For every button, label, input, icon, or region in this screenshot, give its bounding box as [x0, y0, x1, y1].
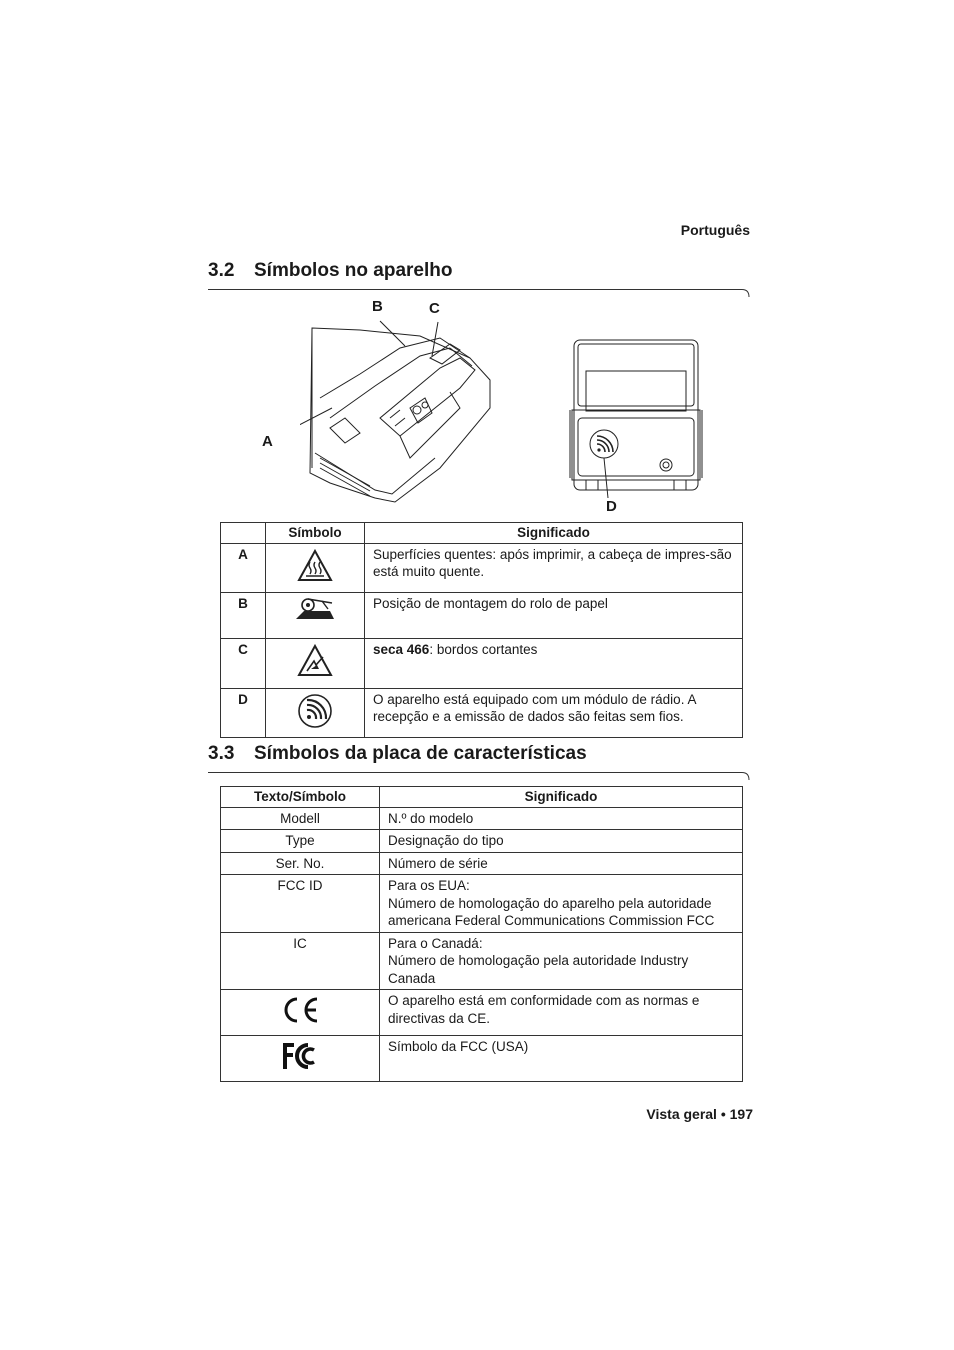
section-title: Símbolos da placa de características: [254, 743, 587, 764]
section-rule: [208, 288, 750, 298]
symbol-letter: C: [221, 639, 266, 689]
symbol-meaning: [365, 639, 743, 689]
table-row: [221, 852, 743, 875]
table-row: [221, 1036, 743, 1082]
symbol-meaning: O aparelho está equipado com um módulo de rádio. A recepção e a emissão de dados são feitas sem fios.: [365, 688, 743, 738]
paper-roll-position-icon: [294, 597, 336, 623]
ce-mark-icon: [280, 996, 320, 1024]
plate-meaning: Número de série: [380, 852, 743, 875]
symbol-letter: D: [221, 688, 266, 738]
plate-text: Ser. No.: [221, 852, 380, 875]
table-header: Significado: [365, 523, 743, 544]
section-3-3-heading: [208, 743, 587, 765]
fcc-logo-icon: [281, 1041, 319, 1071]
table-header-row: [221, 787, 743, 808]
table-header: Significado: [380, 787, 743, 808]
table-header: [221, 523, 266, 544]
table-header: Texto/Símbolo: [221, 787, 380, 808]
table-header: Símbolo: [266, 523, 365, 544]
section-rule: [208, 771, 750, 781]
plate-meaning: Símbolo da FCC (USA): [380, 1036, 743, 1082]
table-header-row: [221, 523, 743, 544]
table-row: [221, 543, 743, 593]
plate-meaning: Designação do tipo: [380, 830, 743, 853]
printer-front-view-drawing: [568, 338, 708, 508]
plate-text: FCC ID: [221, 875, 380, 933]
table-row: [221, 990, 743, 1036]
table-row: [221, 875, 743, 933]
table-row: [221, 639, 743, 689]
header-language: Português: [680, 222, 750, 238]
symbol-letter: B: [221, 593, 266, 639]
rating-plate-symbols-table: [220, 786, 743, 1082]
figure-label-b: B: [372, 298, 383, 315]
symbol-meaning: Superfícies quentes: após imprimir, a cabeça de impres-são está muito quente.: [365, 543, 743, 593]
model-name: seca 466: [373, 642, 430, 657]
plate-meaning: O aparelho está em conformidade com as normas e directivas da CE.: [380, 990, 743, 1036]
figure-label-c: C: [429, 300, 440, 317]
section-3-2-heading: [208, 260, 452, 282]
table-row: [221, 932, 743, 990]
plate-text: Modell: [221, 807, 380, 830]
table-row: [221, 593, 743, 639]
figure-label-d: D: [606, 498, 617, 515]
page-footer: Vista geral • 197: [646, 1106, 753, 1122]
section-title: Símbolos no aparelho: [254, 260, 453, 281]
meaning-text: : bordos cortantes: [429, 642, 538, 657]
table-row: [221, 830, 743, 853]
printer-top-view-drawing: [300, 318, 510, 506]
device-symbols-table: [220, 522, 743, 738]
plate-meaning: Para o Canadá: Número de homologação pela autoridade Industry Canada: [380, 932, 743, 990]
plate-meaning: N.º do modelo: [380, 807, 743, 830]
hot-surface-icon: [297, 548, 333, 584]
plate-meaning: Para os EUA: Número de homologação do aparelho pela autoridade americana Federal Communications Commission FCC: [380, 875, 743, 933]
section-number: 3.3: [208, 743, 235, 764]
figure-label-a: A: [262, 433, 273, 450]
symbol-letter: A: [221, 543, 266, 593]
radio-wireless-icon: [297, 693, 333, 729]
plate-text: Type: [221, 830, 380, 853]
table-row: [221, 807, 743, 830]
symbol-meaning: Posição de montagem do rolo de papel: [365, 593, 743, 639]
sharp-edges-icon: [297, 643, 333, 679]
section-number: 3.2: [208, 260, 235, 281]
table-row: [221, 688, 743, 738]
plate-text: IC: [221, 932, 380, 990]
